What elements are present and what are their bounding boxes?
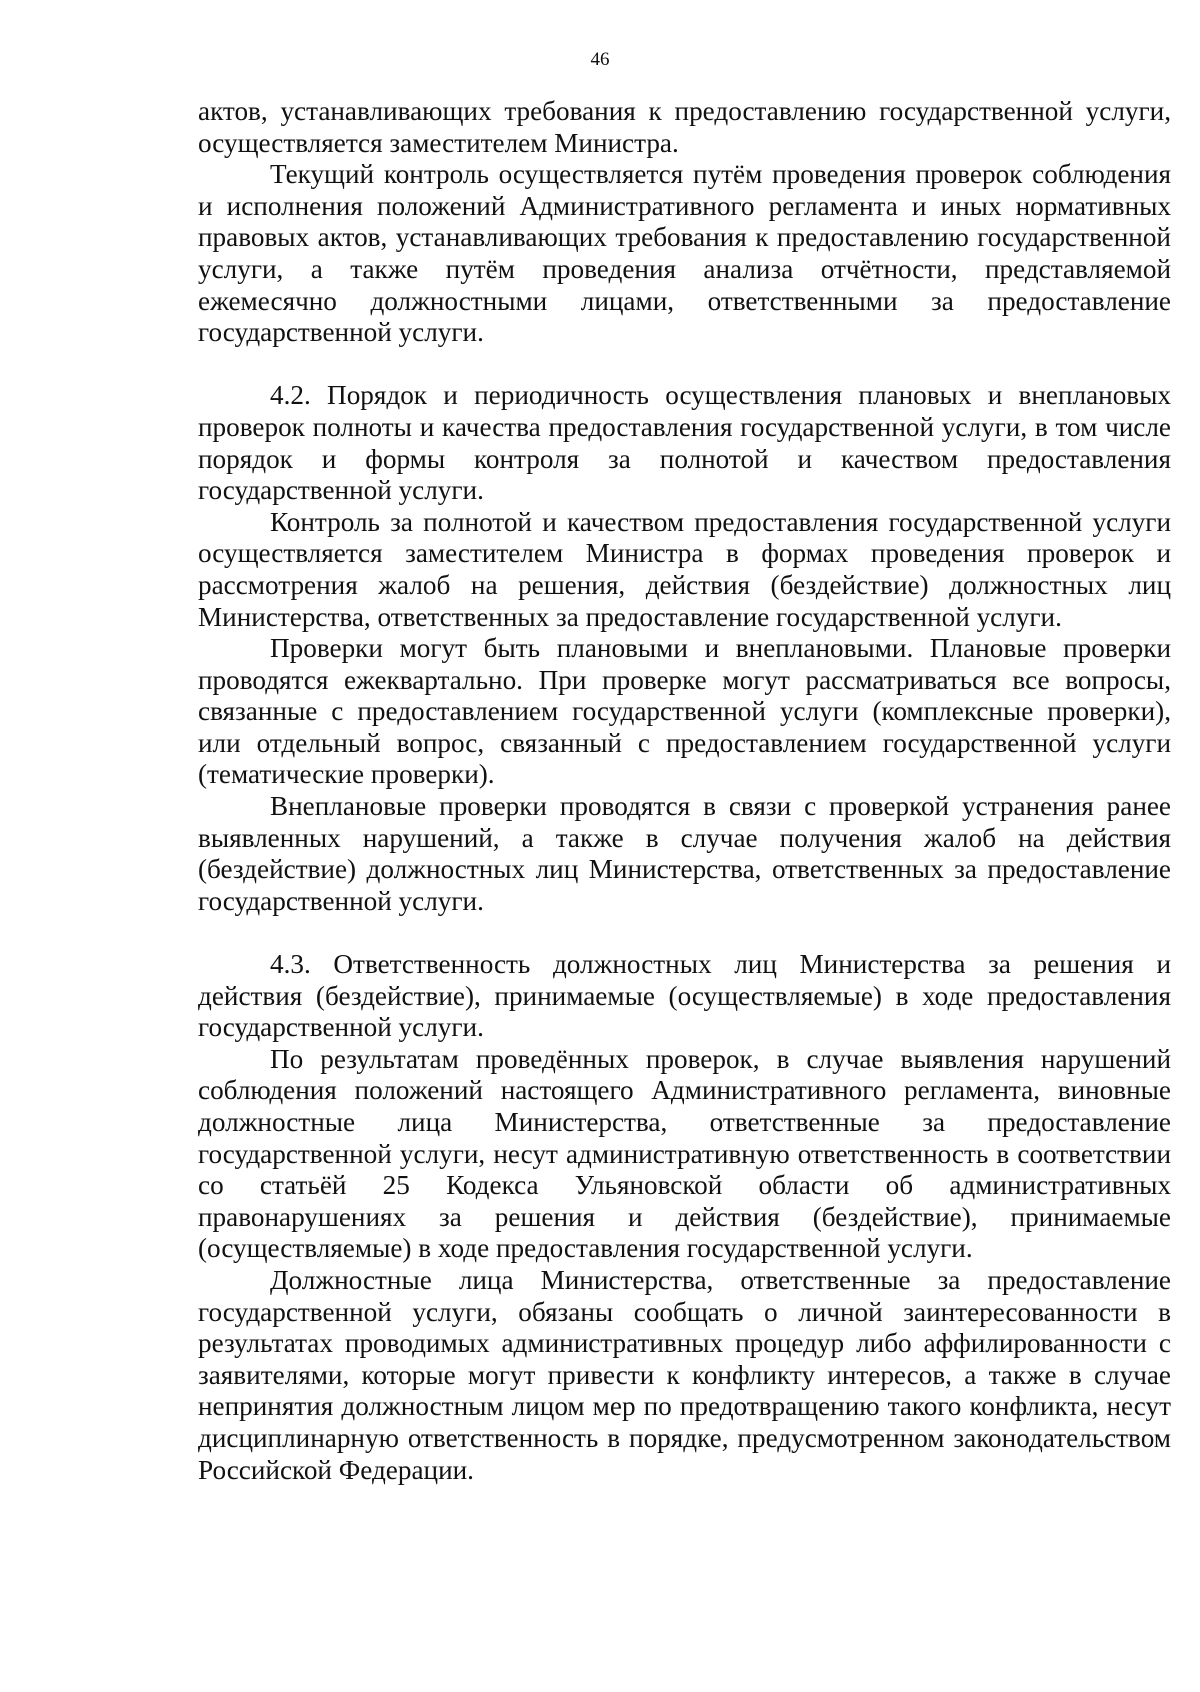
section-heading-4-2: 4.2. Порядок и периодичность осуществления плановых и внеплановых проверок полноты и качества предоставления государственной услуги, в том числе порядок и формы контроля за полнотой и качеством предоставления государственной услуги. (198, 380, 1171, 506)
paragraph-inspection-types: Проверки могут быть плановыми и внеплановыми. Плановые проверки проводятся ежеквартально. При проверке могут рассматриваться все вопросы, связанные с предоставлением государственной услуги (комплексные проверки), или отдельный вопрос, связанный с предоставлением государственной услуги (тематические проверки). (198, 633, 1171, 790)
page-number: 46 (590, 49, 610, 70)
paragraph-quality-control: Контроль за полнотой и качеством предоставления государственной услуги осуществляется заместителем Министра в формах проведения проверок и рассмотрения жалоб на решения, действия (бездействие) должностных лиц Министерства, ответственных за предоставление государственной услуги. (198, 506, 1171, 632)
paragraph-continuation: актов, устанавливающих требования к предоставлению государственной услуги, осуществляется заместителем Министра. (198, 96, 1171, 158)
document-body (198, 96, 1171, 1486)
section-heading-4-3: 4.3. Ответственность должностных лиц Министерства за решения и действия (бездействие), принимаемые (осуществляемые) в ходе предоставления государственной услуги. (198, 949, 1171, 1043)
paragraph-unscheduled-inspections: Внеплановые проверки проводятся в связи с проверкой устранения ранее выявленных нарушений, а также в случае получения жалоб на действия (бездействие) должностных лиц Министерства, ответственных за предоставление государственной услуги. (198, 791, 1171, 916)
section-spacer (198, 917, 1171, 949)
paragraph-conflict-of-interest: Должностные лица Министерства, ответственные за предоставление государственной услуги, обязаны сообщать о личной заинтересованности в результатах проводимых административных процедур либо аффилированности с заявителями, которые могут привести к конфликту интересов, а также в случае непринятия должностным лицом мер по предотвращению такого конфликта, несут дисциплинарную ответственность в порядке, предусмотренном законодательством Российской Федерации. (198, 1264, 1171, 1485)
section-spacer (198, 349, 1171, 381)
paragraph-current-control: Текущий контроль осуществляется путём проведения проверок соблюдения и исполнения положений Административного регламента и иных нормативных правовых актов, устанавливающих требования к предоставлению государственной услуги, а также путём проведения анализа отчётности, представляемой ежемесячно должностными лицами, ответственными за предоставление государственной услуги. (198, 159, 1171, 348)
paragraph-liability: По результатам проведённых проверок, в случае выявления нарушений соблюдения положений настоящего Административного регламента, виновные должностные лица Министерства, ответственные за предоставление государственной услуги, несут административную ответственность в соответствии со статьёй 25 Кодекса Ульяновской области об административных правонарушениях за решения и действия (бездействие), принимаемые (осуществляемые) в ходе предоставления государственной услуги. (198, 1043, 1171, 1264)
